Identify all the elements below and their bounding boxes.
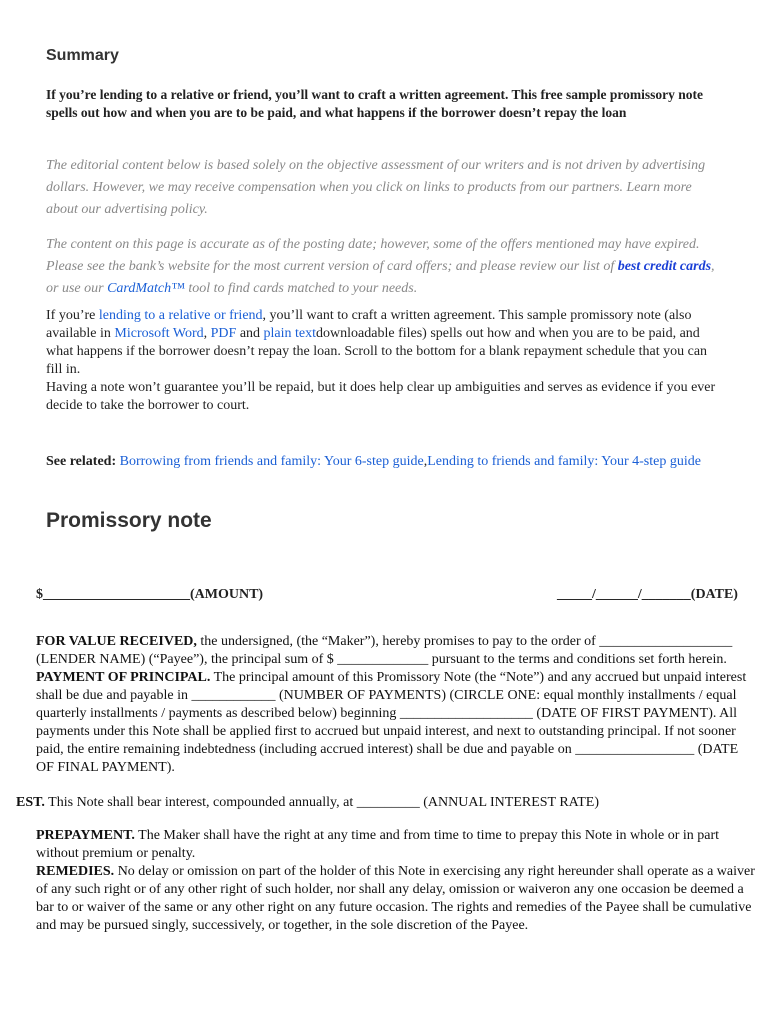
intro-paragraph-1	[46, 307, 726, 379]
intro-text: ,	[203, 326, 211, 341]
see-related-label: See related:	[46, 454, 117, 469]
clause-text: This Note shall bear interest, compounded annually, at _________ (ANNUAL INTEREST RATE)	[44, 795, 600, 810]
related-link-lending[interactable]: Lending to friends and family: Your 4-step guide	[427, 454, 701, 469]
payment-of-principal-clause	[36, 669, 756, 777]
for-value-received-clause	[36, 633, 756, 669]
clause-label: PAYMENT OF PRINCIPAL.	[36, 670, 211, 685]
clause-label: EST.	[16, 795, 45, 810]
accuracy-text-mid: , or use our	[46, 259, 715, 296]
related-separator: ,	[423, 454, 428, 469]
interest-clause	[16, 794, 756, 812]
editorial-disclaimer: The editorial content below is based solely on the objective assessment of our writers and is not driven by advertising dollars. However, we may receive compensation when you click on links to products from our partners. Learn more about our advertising policy.	[46, 158, 706, 217]
clause-text: the undersigned, (the “Maker”), hereby promises to pay to the order of ___________________ (LENDER NAME) (“Payee”), the principal sum of $ _____________ pursuant to the terms and conditions set forth herein.	[36, 634, 733, 667]
prepayment-clause	[36, 827, 756, 863]
remedies-clause	[36, 863, 756, 935]
summary-lead: If you’re lending to a relative or friend, you’ll want to craft a written agreement. This free sample promissory note spells out how and when you are to be paid, and what happens if the borrower doesn’t repay the loan	[46, 87, 704, 120]
clause-text: The principal amount of this Promissory Note (the “Note”) and any accrued but unpaid interest shall be due and payable in ____________ (NUMBER OF PAYMENTS) (CIRCLE ONE: equal monthly installments / equal quarterly installments / payments as described below) beginning ___________________ (DATE OF FIRST PAYMENT). All payments under this Note shall be applied first to accrued but unpaid interest, and next to outstanding principal. If not sooner paid, the entire remaining indebtedness (including accrued interest) shall be due and payable on _________________ (DATE OF FINAL PAYMENT).	[36, 670, 747, 775]
clause-text: No delay or omission on part of the holder of this Note in exercising any right hereunder shall operate as a waiver of any such right or of any other right of such holder, nor shall any delay, omission or waiveron any one occasion be deemed a bar to or waiver of the same or any other right on any future occasion. The rights and remedies of the Payee shall be cumulative and may be pursued singly, successively, or together, in the sole discretion of the Payee.	[36, 864, 755, 933]
intro-text: , you’ll want to craft a written agreement. This sample promissory note (also available in	[46, 308, 692, 341]
promissory-note-heading: Promissory note	[46, 509, 212, 532]
best-credit-cards-link[interactable]: best credit cards	[617, 259, 712, 274]
intro-text: downloadable files) spells out how and when you are to be paid, and what happens if the borrower doesn’t repay the loan. Scroll to the bottom for a blank repayment schedule that you can fill in.	[46, 326, 708, 377]
accuracy-text-pre: The content on this page is accurate as of the posting date; however, some of the offers mentioned may have expired. Please see the bank’s website for the most current version of card offers; and please review our list of	[46, 237, 700, 274]
accuracy-notice	[46, 234, 726, 300]
accuracy-text-post: tool to find cards matched to your needs.	[184, 281, 418, 296]
clause-text: The Maker shall have the right at any time and from time to time to prepay this Note in whole or in part without premium or penalty.	[36, 828, 720, 861]
pdf-link[interactable]: PDF	[210, 326, 237, 341]
microsoft-word-link[interactable]: Microsoft Word	[114, 326, 204, 341]
amount-line: $_____________________(AMOUNT)	[36, 587, 264, 602]
summary-heading: Summary	[46, 47, 119, 64]
related-link-borrowing[interactable]: Borrowing from friends and family: Your 6-step guide	[119, 454, 424, 469]
date-line: _____/______/_______(DATE)	[557, 587, 738, 602]
lending-relative-link[interactable]: lending to a relative or friend	[98, 308, 263, 323]
intro-text: and	[236, 326, 264, 341]
clause-label: REMEDIES.	[36, 864, 115, 879]
intro-text: If you’re	[46, 308, 99, 323]
note-terms-block	[36, 633, 756, 777]
see-related	[46, 453, 736, 471]
intro-section	[46, 307, 726, 415]
plain-text-link[interactable]: plain text	[263, 326, 317, 341]
clause-label: PREPAYMENT.	[36, 828, 135, 843]
intro-paragraph-2: Having a note won’t guarantee you’ll be repaid, but it does help clear up ambiguities and serves as evidence if you ever decide to take the borrower to court.	[46, 380, 716, 413]
clause-label: FOR VALUE RECEIVED,	[36, 634, 197, 649]
note-terms-block-2	[36, 827, 756, 935]
cardmatch-link[interactable]: CardMatch™	[107, 281, 185, 296]
